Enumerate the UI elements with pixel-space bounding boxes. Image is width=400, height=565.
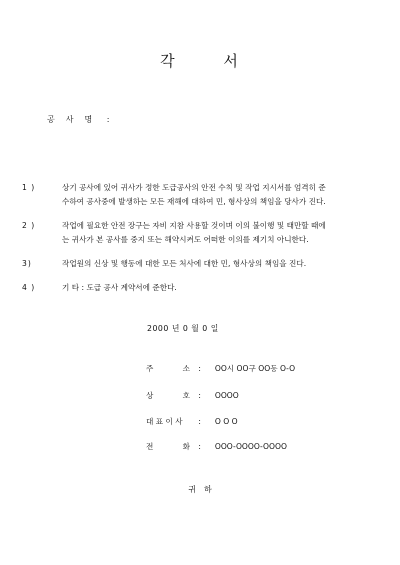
- term-text: 상기 공사에 있어 귀사가 정한 도급공사의 안전 수칙 및 작업 지시서를 엄격히 준 수하여 공사중에 발생하는 모든 재해에 대하여 민, 형사상의 책임을 당사가 진다.: [62, 183, 326, 206]
- phone-value: OOO-OOOO-OOOO: [214, 442, 287, 451]
- term-text: 기 타 : 도급 공사 계약서에 준한다.: [62, 283, 177, 292]
- term-number: 2 ): [22, 221, 36, 230]
- ceo-label: 대 표 이 사: [146, 417, 183, 426]
- separator: :: [198, 442, 201, 451]
- title-char-2: 서: [223, 52, 240, 70]
- separator: :: [198, 364, 201, 373]
- term-text: 작업에 필요한 안전 장구는 자비 지참 사용할 것이며 이의 불이행 및 태만할 때에 는 귀사가 본 공사를 중지 또는 해약시켜도 어떠한 이의를 제기치 아니한다.: [62, 221, 326, 244]
- term-item-4: [22, 281, 382, 295]
- document-title: [0, 50, 400, 71]
- term-number: 3): [22, 259, 32, 268]
- term-number: 4 ): [22, 283, 36, 292]
- ceo-value: O O O: [214, 417, 238, 426]
- term-item-2: [22, 219, 382, 247]
- term-number: 1 ): [22, 183, 36, 192]
- terms-list: [22, 181, 382, 305]
- address-row: [146, 363, 295, 374]
- project-name-field: [47, 114, 110, 125]
- address-label: 주 소: [146, 364, 190, 373]
- company-label: 상 호: [146, 391, 190, 400]
- term-text: 작업원의 신상 및 행동에 대한 모든 처사에 대한 민, 형사상의 책임을 진다.: [62, 259, 307, 268]
- company-row: [146, 390, 239, 401]
- address-value: OO시 OO구 OO동 O-O: [214, 364, 296, 373]
- company-value: OOOO: [214, 391, 239, 400]
- ceo-row: [146, 416, 238, 427]
- title-char-1: 각: [160, 52, 177, 70]
- phone-row: [146, 441, 287, 452]
- phone-label: 전 화: [146, 442, 190, 451]
- project-name-label: 공 사 명: [47, 115, 94, 124]
- term-item-3: [22, 257, 382, 271]
- term-item-1: [22, 181, 382, 209]
- separator: :: [198, 417, 201, 426]
- document-date: 2000 년 0 월 0 일: [147, 324, 219, 333]
- separator: :: [198, 391, 201, 400]
- closing-addressee: 귀 하: [188, 485, 212, 494]
- project-name-colon: :: [106, 115, 111, 124]
